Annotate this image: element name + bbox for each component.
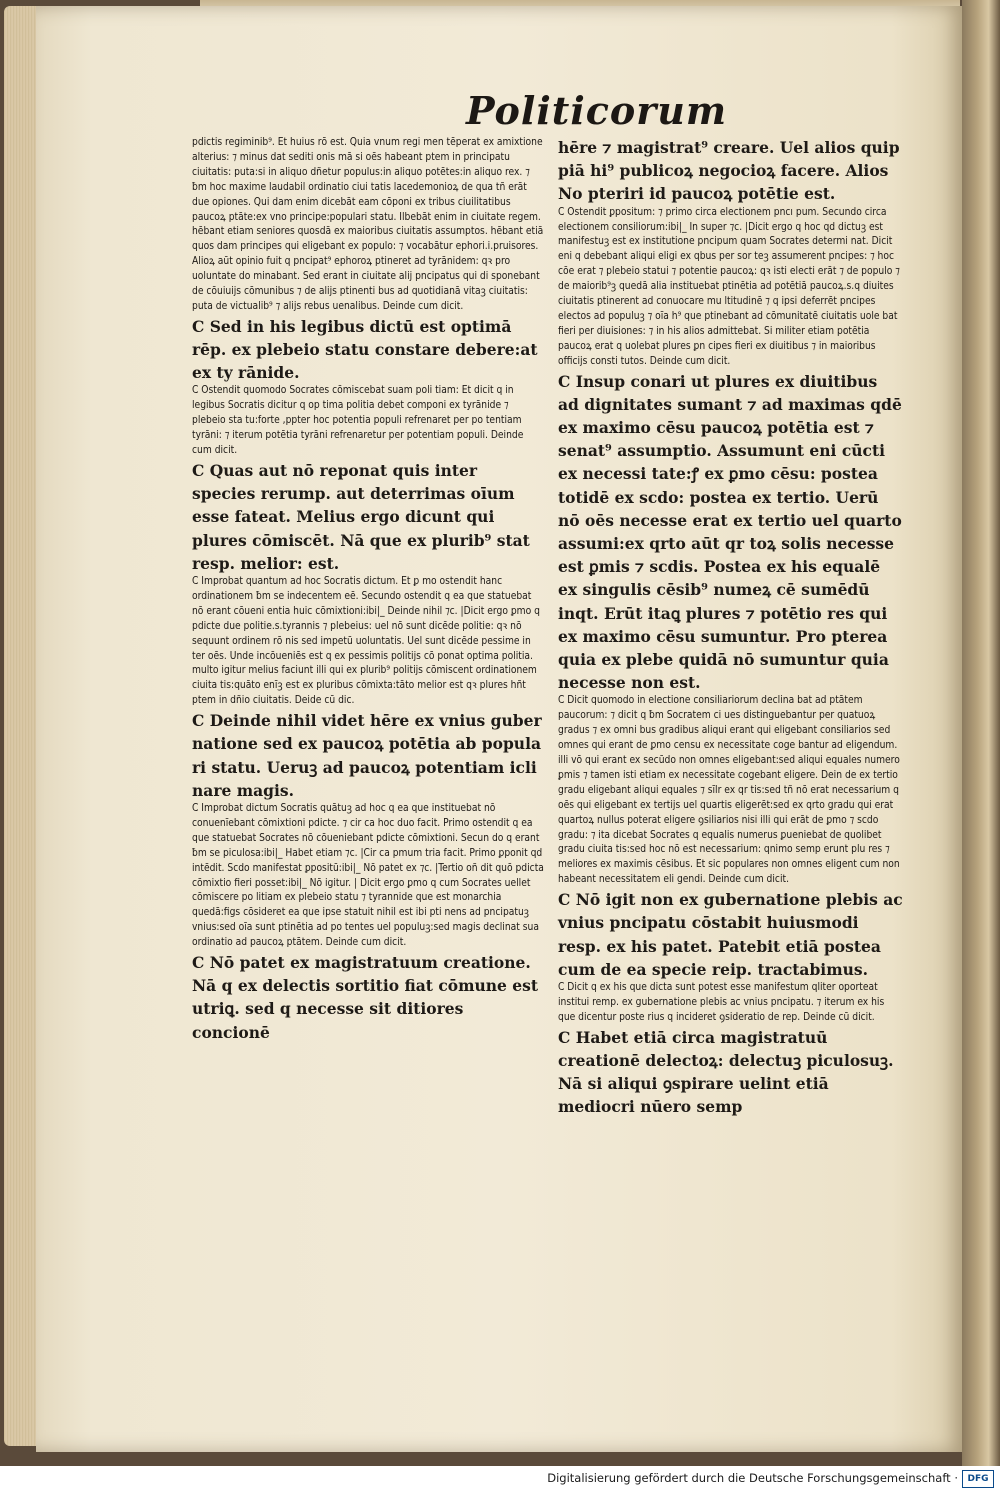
book-gutter <box>962 0 1000 1466</box>
left-para-3: C Ostendit quomodo Socrates cōmiscebat suam poli tiam: Et dicit q in legibus Socratis dicitur q op tima politia debet componi ex tyrānide ⁊ plebeio sta tu:forte ,ppter hoc potentia populi refrenaret per po tentiam tyrāni: ⁊ iterum potētia tyrāni refrenaretur per potentiam populi. Deinde cum dicit. <box>192 385 524 457</box>
left-column <box>192 136 544 1044</box>
right-para-5: C Nō igit non ex gubernatione plebis ac vnius pncipatu cōstabit huiusmodi resp. ex his patet. Patebit etiā postea cum de ea specie reip. tractabimus. <box>558 890 903 979</box>
right-para-1: hēre ⁊ magistrat⁹ creare. Uel alios quip piā hi⁹ publicoꝝ negocioꝝ facere. Alios No pteriri id paucoꝝ potētie est. <box>558 138 900 204</box>
running-head: Politicorum <box>466 88 728 133</box>
right-para-4: C Dicit quomodo in electione consiliariorum declina bat ad ptātem paucorum: ⁊ dicit q ƀm Socratem ci ues distinguebantur per quatuoꝝ gradus ⁊ ex omni bus gradibus aliqui erant qui eligebant consiliarios sed omnes qui erant de ꝑmo censu ex necessitate coge bantur ad eligendum. illi vō qui erant ex secūdo non omnes eligebant:sed aliqui equales numero ꝑmis ⁊ tamen isti etiam ex necessitate cogebant eligere. Dein de ex tertio gradu eligebant aliqui equales ⁊ sīlr ex qr tis:sed tñ nō erat necessarium q oēs qui eligebant ex tertijs uel quartis eligerēt:sed ex qrto gradu qui erat quartoꝝ nullus poterat eligere ꝯsiliarios nisi illi qui erāt de ꝑmo ⁊ scdo gradu: ⁊ ita dicebat Socrates q equalis numerus ꝑueniebat de quolibet gradu ciuita tis:sed hoc nō est necessarium: qnimo semp erunt plu res ⁊ meliores ex maximis cēsibus. Et sic populares non omnes eligent cum non habeant necessitatem eli gendi. Deinde cum dicit. <box>558 695 900 886</box>
right-para-7: C Habet etiā circa magistratuū creationē delectoꝝ: delectuꝫ piculosuꝫ. Nā si aliqui ꝯspirare uelint etiā mediocri nūero semp <box>558 1027 894 1117</box>
left-para-6: C Deinde nihil videt hēre ex vnius guber natione sed ex paucoꝝ potētia ab popula ri statu. Ueruꝫ ad paucoꝝ potentiam icli nare magis. <box>192 711 542 800</box>
right-para-6: C Dicit q ex his que dicta sunt potest esse manifestum qliter oporteat institui remp. ex gubernatione plebis ac vnius pncipatu. ⁊ iterum ex his que dicentur poste rius q incideret ꝯsideratio de rep. Deinde cū dicit. <box>558 982 885 1023</box>
left-para-4: C Quas aut nō reponat quis inter species rerump. aut deterrimas oīum esse fateat. Melius ergo dicunt qui plures cōmiscēt. Nā que ex plurib⁹ stat resp. melior: est. <box>192 461 530 573</box>
right-column <box>558 136 903 1119</box>
left-para-2: C Sed in his legibus dictū est optimā rēp. ex plebeio statu constare debere:at ex ty rānide. <box>192 316 538 383</box>
left-para-8: C Nō patet ex magistratuum creatione. Nā q ex delectis sortitio fiat cōmune est utriꝗ. sed q necesse sit ditiores concionē <box>192 953 539 1042</box>
right-para-2: C Ostendit ꝑpositum: ⁊ primo circa electionem pncı pum. Secundo circa electionem consiliorum:ibi|_ In super ⁊c. |Dicit ergo q hoc qd dictuꝫ est manifestuꝫ est ex institutione pncipum quam Socrates determi nat. Dicit eni q debebant aliqui eligi ex qbus per sor teꝫ assumerent pncipes: ⁊ hoc cōe erat ⁊ plebeio statui ⁊ potentie paucoꝝ: qꝛ isti electi erāt ⁊ de populo ⁊ de maiorib⁹ꝫ quedā alia instituebat ptinētia ad potētiā paucoꝝ.s.q diuites ciuitatis ptinerent ad conuocare mu ltitudinē ⁊ q ipsi deferrēt pncipes electos ad populuꝫ ⁊ oīa h⁹ que ptinebant ad cōmunitatē ciuitatis uole bat fieri per diuisiones: ⁊ in his alios admittebat. Si militer etiam potētia paucoꝝ erat q uolebat plures ꝑn cipes fieri ex diuitibus ⁊ in maioribus officijs consti tutos. Deinde cum dicit. <box>558 206 900 367</box>
dfg-credit-text: Digitalisierung gefördert durch die Deutsche Forschungsgemeinschaft · <box>547 1471 958 1485</box>
left-para-7: C Improbat dictum Socratis quātuꝫ ad hoc q ea que instituebat nō conuenīebant cōmixtioni pdicte. ⁊ cir ca hoc duo facit. Primo ostendit q ea que statuebat Socrates nō cōueniebant pdicte cōmixtioni. Secun do q erant ƀm se piculosa:ibi|_ Habet etiam ⁊c. |Cir ca pmum tria facit. Primo ꝑponit qd intēdit. Scdo manifestat ꝑpositū:ibi|_ Nō patet ex ⁊c. |Tertio oñ dit quō pdicta cōmixtio fieri posset:ibi|_ Nō igitur. | Dicit ergo ꝑmo q cum Socrates uellet cōmiscere po litiam ex plebeio statu ⁊ tyrannide que est monarchia quedā:figs cōsideret ea que ipse statuit nihil est ibi pti nens ad pncipatuꝫ vnius:sed oīa sunt ptinētia ad po tentes uel populuꝫ:sed magis declinat sua ordinatio ad paucoꝝ ptātem. Deinde cum dicit. <box>192 803 544 949</box>
left-para-1: pdictis regiminib⁹. Et huius rō est. Quia vnum regi men tēperat ex amixtione alterius: ⁊ minus dat sediti onis mā si oēs habeant ptem in principatu ciuitatis: puta:si in aliquo dñetur populus:in aliquo potētes:in aliquo rex. ⁊ ƀm hoc maxime laudabil ordinatio ciui tatis lacedemonioꝝ de qua tñ erāt due opiones. Qui dam enim dicebāt eam cōponi ex tribus ciuilitatibus paucoꝝ ptāte:ex vno principe:populari statu. Ilbebāt enim in ciuitate regem. hēbant etiam seniores quosdā ex maioribus ciuitatis assumptos. hēbant etiā quos dam principes qui eligebant ex populo: ⁊ vocabātur ephori.i.pruisores. Alioꝝ aūt opinio fuit q pncipat⁹ ephoroꝝ ptineret ad tyrānidem: qꝛ pro uoluntate do minabant. Sed erant in ciuitate alij pncipatus qui di sponebant de cōuiuijs cōmunibus ⁊ de alijs ptinenti bus ad quotidianā vitaꝫ ciuitatis: puta de victualib⁹ ⁊ alijs rebus uenalibus. Deinde cum dicit. <box>192 137 544 312</box>
dfg-logo <box>962 1470 994 1488</box>
right-para-3: C Insup conari ut plures ex diuitibus ad dignitates sumant ⁊ ad maximas qdē ex maximo cēsu paucoꝝ potētia est ⁊ senat⁹ assumptio. Assumunt eni cūcti ex necessi tate:ꝭ ex ꝑmo cēsu: postea totidē ex scdo: postea ex tertio. Uerū nō oēs necesse erat ex tertio uel quarto assumi:ex qrto aūt qr toꝝ solis necesse est ꝑmis ⁊ scdis. Postea ex his equalē ex singulis cēsib⁹ numeꝝ cē sumēdū inqt. Erūt itaꝗ plures ⁊ potētio res qui ex maximo cēsu sumuntur. Pro pterea quia ex plebe quidā nō sumuntur quia necesse non est. <box>558 371 902 693</box>
left-para-5: C Improbat quantum ad hoc Socratis dictum. Et ꝑ mo ostendit hanc ordinationem ƀm se indecentem eē. Secundo ostendit q ea que statuebat nō erant cōueni entia huic cōmixtioni:ibi|_ Deinde nihil ⁊c. |Dicit ergo ꝑmo q pdicte due politie.s.tyrannis ⁊ plebeius: uel nō sunt dicēde politie: qꝛ nō sequunt ordinem rō nis sed impetū uoluntatis. Uel sunt dicēde pessime in ter oēs. Unde incōueniēs est q ex pessimis politijs cō ponat optima politia. multo igitur melius faciunt illi qui ex plurib⁹ politijs cōmiscent ordinationem ciuita tis:quāto enīꝫ est ex pluribus cōmixta:tāto melior est qꝛ plures hñt ptem in dñio ciuitatis. Deide cū dic. <box>192 576 540 707</box>
dfg-logo-text: DFG <box>967 1474 989 1484</box>
digitization-footer <box>0 1466 1000 1490</box>
